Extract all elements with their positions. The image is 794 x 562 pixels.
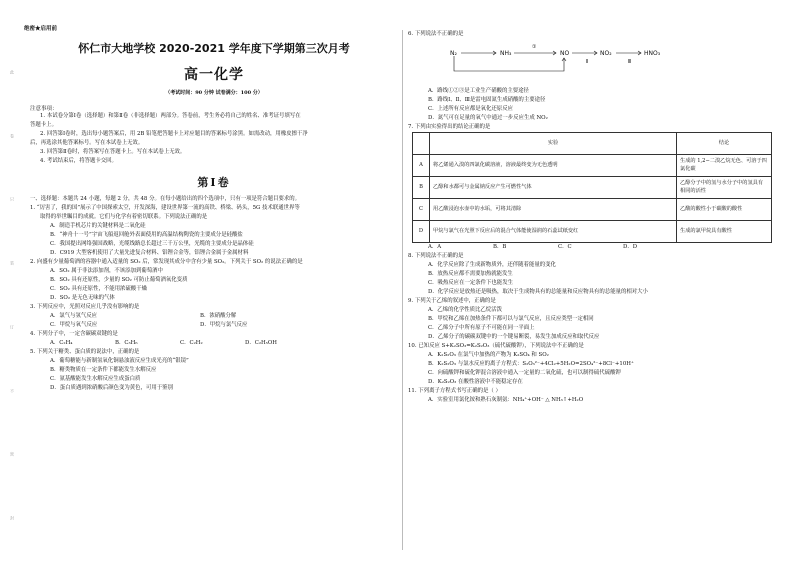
notes-title: 注意事项：: [30, 106, 58, 112]
route-label-1: ①: [532, 44, 537, 50]
option: B．路线Ⅰ、Ⅱ、Ⅲ是雷电固氮生成硝酸的主要途径: [428, 97, 546, 103]
option: D．K₂S₂O₃ 在酸性溶液中不能稳定存在: [428, 379, 523, 385]
option: C．上述所有反应都是氧化还原反应: [428, 106, 513, 112]
question-stem: 7. 下列由实验得出的结论正确的是: [408, 124, 491, 130]
note-line: 后，再选涂其他答案标号。写在本试卷上无效。: [30, 140, 144, 146]
option: C．向硫酸钾和硫化钾混合溶液中通入一定量的二氧化硫，也可以制得硫代硫酸钾: [428, 370, 621, 376]
question-stem: 8. 下列说法不正确的是: [408, 253, 464, 259]
binding-margin: [3, 40, 15, 550]
note-line: 3. 回答第Ⅱ卷时，将答案写在答题卡上。写在本试卷上无效。: [40, 149, 186, 155]
table-header: 实验: [430, 133, 677, 155]
option: A．SO₂ 属于非法添加剂，不该添加到葡萄酒中: [50, 268, 163, 274]
question-stem: 4. 下列分子中，一定含碳碳双键的是: [30, 331, 118, 337]
note-line: 1. 本试卷分第Ⅰ卷（选择题）和第Ⅱ卷（非选择题）两部分。答卷前，考生务必将自己的姓名、准考证号填写在: [40, 113, 301, 119]
option: C．我国提出网络强国战略，光缆线路总长超过三千万公里，光缆的主要成分是晶体硅: [50, 241, 254, 247]
instructions: 一、选择题：本题共 24 小题，每题 2 分，共 48 分。在每小题给出的四个选项中，只有一项是符合题目要求的。: [30, 196, 301, 202]
arrow-n2-no-route: [454, 56, 564, 71]
option: B．糖类物质在一定条件下都能发生水解反应: [50, 367, 157, 373]
table-header-row: [413, 133, 772, 155]
table-header: [413, 133, 430, 155]
species-nh3: NH₃: [500, 50, 512, 57]
option: B．浓硝酸分解: [200, 313, 237, 319]
table-cell: A: [413, 155, 430, 177]
nitrogen-cycle-diagram: [408, 41, 776, 85]
species-n2: N₂: [450, 50, 457, 57]
binding-char: 只: [10, 197, 15, 202]
binding-char: 不: [10, 388, 15, 393]
species-no: NO: [560, 50, 570, 57]
option: D．SO₂ 是无色无味的气体: [50, 295, 115, 301]
option: A．路线①②③是工业生产硝酸的主要途径: [428, 88, 529, 94]
option: D．甲烷与氯气反应: [200, 322, 248, 328]
option: A．K₂S₂O₃ 在氯气中加热的产物为 K₂SO₄ 和 SO₂: [428, 352, 549, 358]
option: D．C₂H₅OH: [245, 340, 277, 346]
table-row: [413, 221, 772, 243]
question-stem: 6. 下列说法不正确的是: [408, 31, 464, 37]
option: B．B: [493, 244, 507, 250]
confidential-mark: 绝密★启用前: [24, 26, 58, 32]
option: B．C₃H₆: [115, 340, 138, 346]
section-title: 第Ⅰ卷: [197, 176, 231, 189]
option: D．C919 大型客机使用了大量先进复合材料、铝锂合金等，铝锂合金属于金属材料: [50, 250, 249, 256]
question-stem: 2. 向盛有少量葡萄酒的容器中通入适量的 SO₂ 后，常发现其成分中含有少量 SO₂。下列关于 SO₂ 的说法正确的是: [30, 259, 303, 265]
option: D．蛋白质遇到浓硝酸后颜色变为黄色，可用于鉴别: [50, 385, 173, 391]
option: C．甲烷与氧气反应: [50, 322, 98, 328]
route-label-2: Ⅱ: [586, 59, 589, 65]
table-row: [413, 199, 772, 221]
route-label-3: Ⅲ: [628, 59, 632, 65]
question-stem: 9. 下列关于乙烯的叙述中，正确的是: [408, 298, 496, 304]
option: A．A: [428, 244, 442, 250]
note-line: 2. 回答第Ⅰ卷时，选出每小题答案后，用 2B 铅笔把答题卡上对应题目的答案标号涂黑。如需改动，用橡皮擦干净: [40, 131, 308, 137]
option: B．K₂S₂O₃ 与氯水反应的离子方程式：S₂O₃²⁻+4Cl₂+5H₂O=2SO₄²⁻+8Cl⁻+10H⁺: [428, 361, 634, 367]
note-line: 答题卡上。: [30, 122, 57, 128]
school-title: 怀仁市大地学校 2020-2021 学年度下学期第三次月考: [78, 42, 350, 55]
question-stem: 5. 下列关于糖类、蛋白质的说法中，正确的是: [30, 349, 140, 355]
option: A．化学反应除了生成新物质外，还伴随着能量的变化: [428, 262, 556, 268]
species-no2: NO₂: [600, 50, 612, 57]
question-stem: 11. 下列离子方程式书写正确的是（ ）: [408, 388, 501, 394]
option: B．放热反应都不需要加热就能发生: [428, 271, 513, 277]
option: D．乙烯分子的碳碳双键中的一个键易断裂，易发生加成反应和取代反应: [428, 334, 600, 340]
option: C．SO₂ 具有还原性，不能用浓硫酸干燥: [50, 286, 147, 292]
exam-info: （考试时间：90 分钟 试卷满分：100 分）: [165, 90, 263, 96]
table-cell: 乙酸的酸性小于碳酸的酸性: [677, 199, 772, 221]
option: C．氨基酸能发生水解反应生成蛋白质: [50, 376, 141, 382]
table-header: 结论: [677, 133, 772, 155]
option-row: [408, 243, 776, 252]
option: A．实验室用氯化铵和熟石灰制氨：NH₄⁺+OH⁻ △ NH₃↑+H₂O: [428, 397, 584, 403]
right-column: [408, 30, 776, 554]
binding-char: 装: [10, 261, 15, 266]
option: C．乙烯分子中所有原子不可能在同一平面上: [428, 325, 535, 331]
option: B．甲烷和乙烯在加热条件下都可以与氯气反应，且反应类型一定相同: [428, 316, 594, 322]
species-hno3: HNO₃: [644, 50, 661, 57]
table-cell: 乙醇和水都可与金属钠反应产生可燃性气体: [430, 177, 677, 199]
binding-char: 此: [10, 69, 15, 74]
nitrogen-cycle-svg: [408, 41, 768, 85]
option: C．C: [558, 244, 572, 250]
question-stem: 取得的举世瞩目的成就。它们与化学有着密切联系。下列说法正确的是: [40, 214, 208, 220]
option: C．吸热反应在一定条件下也能发生: [428, 280, 513, 286]
table-cell: 乙醇分子中的氢与水分子中的氢具有相同的活性: [677, 177, 772, 199]
table-row: [413, 177, 772, 199]
option: D．D: [623, 244, 638, 250]
binding-char: 密: [10, 452, 15, 457]
table-cell: 将乙烯通入溴的四氯化碳溶液，溶液最终变为无色透明: [430, 155, 677, 177]
table-cell: B: [413, 177, 430, 199]
table-cell: 用乙酸浸泡水壶中的水垢，可将其清除: [430, 199, 677, 221]
question-stem: 1. “厉害了，我的国”展示了中国探索太空，开发深海，建设世界第一流的高铁、桥梁、码头，5G 技术联通世界等: [30, 205, 300, 211]
option: D．化学反应是放热还是吸热，取决于生成物具有的总能量和反应物具有的总能量的相对大小: [428, 289, 648, 295]
binding-char: 订: [10, 324, 15, 329]
question-stem: 3. 下列反应中，光照对反应几乎没有影响的是: [30, 304, 140, 310]
experiment-table: [412, 132, 772, 243]
table-cell: 生成的 1,2−二溴乙烷无色、可溶于四氯化碳: [677, 155, 772, 177]
table-cell: 甲烷与氯气在光照下反应后的混合气体能使湿润的石蕊试纸变红: [430, 221, 677, 243]
note-line: 4. 考试结束后，将答题卡交回。: [40, 158, 117, 164]
option: A．C₂H₄: [50, 340, 73, 346]
question-stem: 10. 已知反应 S+K₂SO₃=K₂S₂O₃（硫代硫酸钾），下列说法中不正确的是: [408, 343, 584, 349]
left-column: [30, 30, 398, 554]
option: D．氮气可在足量的氧气中通过一步反应生成 NO₂: [428, 115, 548, 121]
option-row: [30, 321, 398, 330]
option: A．葡萄糖能与新制氢氧化铜悬浊液反应生成光亮的“银镜”: [50, 358, 189, 364]
binding-char: 卷: [10, 133, 15, 138]
subject-title: 高一化学: [184, 67, 244, 83]
column-divider: [402, 30, 403, 550]
option: A．乙烯的化学性质比乙烷活泼: [428, 307, 502, 313]
table-cell: 生成的氯甲烷具有酸性: [677, 221, 772, 243]
option-row: [30, 339, 398, 348]
table-cell: D: [413, 221, 430, 243]
table-row: [413, 155, 772, 177]
option: A．制造手机芯片的关键材料是二氧化硅: [50, 223, 146, 229]
option-row: [30, 312, 398, 321]
option: C．C₂H₂: [180, 340, 203, 346]
option: B．“神舟十一号”宇宙飞船返回舱外表面使用的高温结构陶瓷的主要成分是硅酸盐: [50, 232, 243, 238]
option: A．氯气与氢气反应: [50, 313, 98, 319]
table-cell: C: [413, 199, 430, 221]
option: B．SO₂ 具有还原性，少量的 SO₂ 可防止葡萄酒氧化变质: [50, 277, 188, 283]
binding-char: 封: [10, 516, 15, 521]
